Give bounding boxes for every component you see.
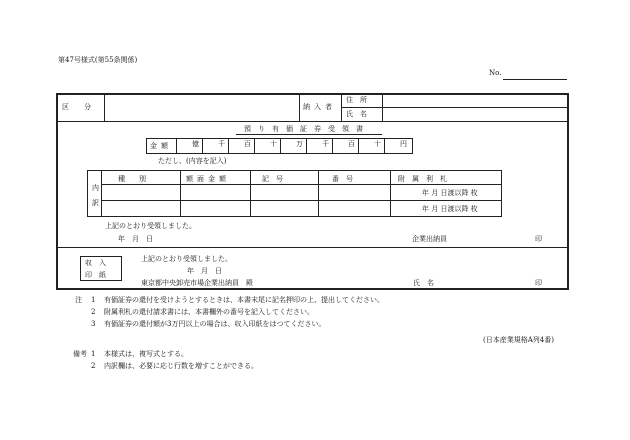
category-label: 区 分 bbox=[62, 103, 95, 111]
payer-label: 納入者 bbox=[303, 103, 336, 111]
detail-header-face-value: 額面金額 bbox=[186, 175, 230, 183]
note-num-3: 3 bbox=[91, 320, 96, 328]
addressee: 東京都中央卸売市場企業出納員 殿 bbox=[141, 279, 253, 287]
note-text-2: 附属利札の還付請求書には、本書欄外の番号を記入してください。 bbox=[104, 308, 314, 316]
stamp-label-1: 収 入 bbox=[85, 259, 106, 267]
amount-unit-label: 十 bbox=[374, 140, 381, 148]
date-text-2: 年 月 日 bbox=[187, 267, 222, 275]
category-field[interactable] bbox=[105, 95, 298, 120]
detail-side-label-1: 内 bbox=[92, 184, 99, 192]
coupon-row-2: 年 月 日渡以降 枚 bbox=[422, 205, 478, 213]
number-field[interactable] bbox=[503, 79, 567, 80]
amount-unit-label: 円 bbox=[400, 140, 407, 148]
amount-unit-label: 千 bbox=[322, 140, 329, 148]
address-field[interactable] bbox=[383, 95, 567, 107]
remark-text-2: 内訳欄は、必要に応じ行数を増すことができる。 bbox=[104, 362, 258, 370]
remarks-label: 備考 bbox=[73, 350, 87, 358]
seal-mark: 印 bbox=[535, 235, 542, 243]
note-text-1: 有価証券の還付を受けようとするときは、本書末尾に記名押印の上、提出してください。 bbox=[104, 296, 384, 304]
note-num-1: 1 bbox=[91, 296, 96, 304]
name-field[interactable] bbox=[383, 108, 567, 120]
stamp-label-2: 印 紙 bbox=[85, 271, 106, 279]
amount-unit-label: 十 bbox=[270, 140, 277, 148]
amount-unit-label: 億 bbox=[192, 140, 199, 148]
name-label-2: 氏 名 bbox=[413, 279, 434, 287]
form-title: 預り有価証券受領書 bbox=[244, 125, 370, 133]
seal-mark-2: 印 bbox=[535, 279, 542, 287]
detail-header-type: 種 別 bbox=[118, 175, 146, 183]
note-line: ただし、(内容を記入) bbox=[158, 157, 227, 165]
detail-header-number: 番 号 bbox=[332, 175, 353, 183]
form-id: 第47号様式(第55条関係) bbox=[58, 56, 138, 64]
remark-num-2: 2 bbox=[91, 362, 96, 370]
amount-unit-label: 百 bbox=[348, 140, 355, 148]
detail-header-coupon: 附属利札 bbox=[398, 175, 454, 183]
amount-unit-label: 千 bbox=[218, 140, 225, 148]
standard-note: (日本産業規格A列4番) bbox=[483, 336, 554, 344]
notes-label: 注 bbox=[75, 296, 82, 304]
note-num-2: 2 bbox=[91, 308, 96, 316]
number-label: No. bbox=[489, 69, 502, 77]
detail-side-label-2: 訳 bbox=[92, 199, 99, 207]
received-text: 上記のとおり受領しました。 bbox=[105, 222, 196, 230]
address-label: 住 所 bbox=[346, 96, 367, 104]
note-text-3: 有価証券の還付額が3万円以上の場合は、収入印紙をはつてください。 bbox=[104, 320, 326, 328]
remark-text-1: 本様式は、複写式とする。 bbox=[104, 350, 188, 358]
remark-num-1: 1 bbox=[91, 350, 96, 358]
amount-label: 金額 bbox=[150, 142, 172, 150]
detail-header-symbol: 記 号 bbox=[262, 175, 283, 183]
received-text-2: 上記のとおり受領しました。 bbox=[141, 255, 232, 263]
date-text: 年 月 日 bbox=[118, 235, 153, 243]
amount-unit-label: 万 bbox=[296, 140, 303, 148]
coupon-row-1: 年 月 日渡以降 枚 bbox=[422, 189, 478, 197]
treasurer-label: 企業出納員 bbox=[412, 235, 447, 243]
amount-unit-label: 百 bbox=[244, 140, 251, 148]
name-label: 氏 名 bbox=[346, 110, 367, 118]
